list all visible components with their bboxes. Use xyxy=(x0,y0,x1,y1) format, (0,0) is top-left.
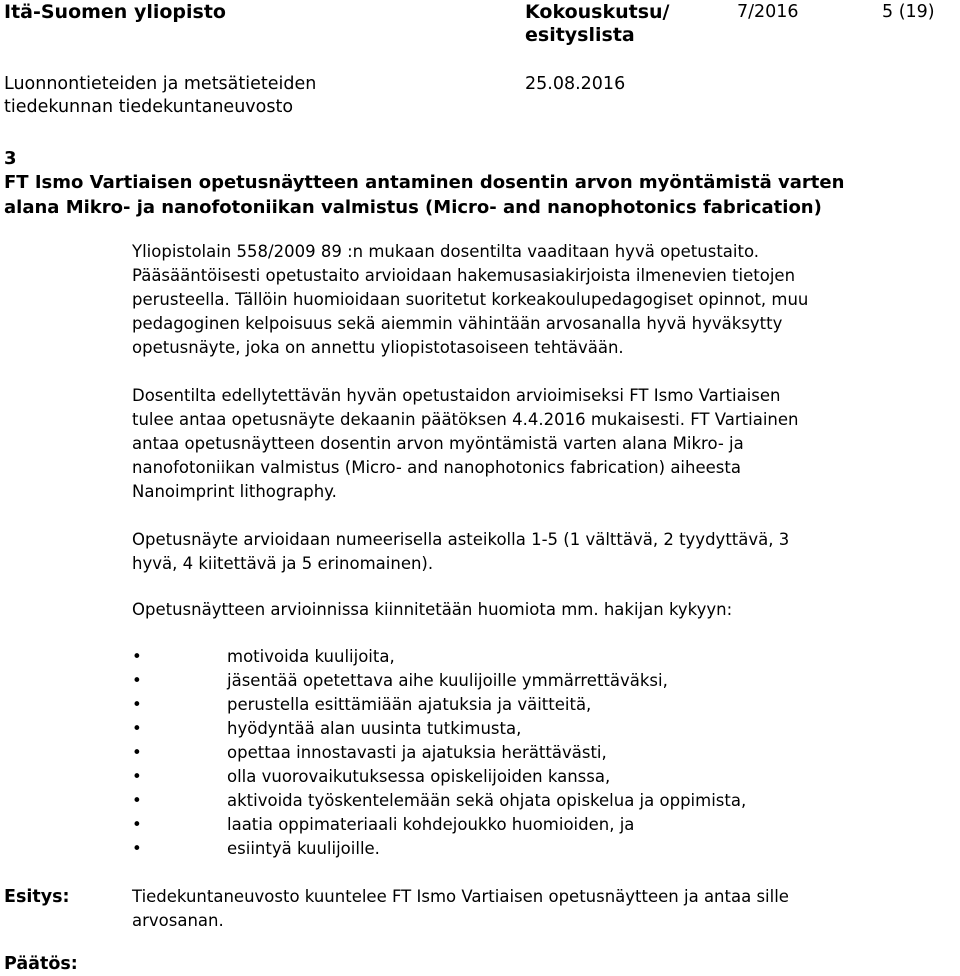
list-item-text: olla vuorovaikutuksessa opiskelijoiden kanssa, xyxy=(227,767,611,786)
paragraph-line: Dosentilta edellytettävän hyvän opetustaidon arvioimiseksi FT Ismo Vartiaisen xyxy=(132,386,781,405)
list-item-text: esiintyä kuulijoille. xyxy=(227,839,380,858)
list-item-text: laatia oppimateriaali kohdejoukko huomioiden, ja xyxy=(227,815,635,834)
proposal-text-line2: arvosanan. xyxy=(132,911,224,930)
bullet-icon: • xyxy=(132,815,142,834)
list-item-text: motivoida kuulijoita, xyxy=(227,647,395,666)
list-item-text: opettaa innostavasti ja ajatuksia herättävästi, xyxy=(227,743,607,762)
bullet-icon: • xyxy=(132,839,142,858)
paragraph-line: pedagoginen kelpoisuus sekä aiemmin vähintään arvosanalla hyvä hyväksytty xyxy=(132,314,783,333)
bullet-icon: • xyxy=(132,791,142,810)
meeting-number: 7/2016 xyxy=(737,2,799,22)
faculty-line1: Luonnontieteiden ja metsätieteiden xyxy=(4,74,317,94)
paragraph-line: perusteella. Tällöin huomioidaan suoritetut korkeakoulupedagogiset opinnot, muu xyxy=(132,290,809,309)
proposal-label: Esitys: xyxy=(4,887,70,907)
university-name: Itä-Suomen yliopisto xyxy=(4,1,226,23)
bullet-icon: • xyxy=(132,695,142,714)
faculty-line2: tiedekunnan tiedekuntaneuvosto xyxy=(4,97,294,117)
paragraph-line: Opetusnäyte arvioidaan numeerisella asteikolla 1-5 (1 välttävä, 2 tyydyttävä, 3 xyxy=(132,530,790,549)
item-number: 3 xyxy=(4,148,17,169)
page-number: 5 (19) xyxy=(882,2,935,22)
criteria-intro: Opetusnäytteen arvioinnissa kiinnitetään huomiota mm. hakijan kykyyn: xyxy=(132,600,733,619)
paragraph-line: hyvä, 4 kiitettävä ja 5 erinomainen). xyxy=(132,554,434,573)
bullet-icon: • xyxy=(132,767,142,786)
doc-type-line1: Kokouskutsu/ xyxy=(525,1,670,23)
paragraph-line: Nanoimprint lithography. xyxy=(132,482,337,501)
list-item-text: perustella esittämiään ajatuksia ja väitteitä, xyxy=(227,695,592,714)
paragraph-line: tulee antaa opetusnäyte dekaanin päätöksen 4.4.2016 mukaisesti. FT Vartiainen xyxy=(132,410,799,429)
list-item-text: hyödyntää alan uusinta tutkimusta, xyxy=(227,719,522,738)
bullet-icon: • xyxy=(132,671,142,690)
paragraph-line: opetusnäyte, joka on annettu yliopistotasoiseen tehtävään. xyxy=(132,338,624,357)
decision-label: Päätös: xyxy=(4,954,78,974)
item-title-line1: FT Ismo Vartiaisen opetusnäytteen antaminen dosentin arvon myöntämistä varten xyxy=(4,172,845,193)
paragraph-line: nanofotoniikan valmistus (Micro- and nanophotonics fabrication) aiheesta xyxy=(132,458,741,477)
doc-type-line2: esityslista xyxy=(525,24,635,46)
meeting-date: 25.08.2016 xyxy=(525,74,626,94)
item-title-line2: alana Mikro- ja nanofotoniikan valmistus (Micro- and nanophotonics fabrication) xyxy=(4,197,822,218)
proposal-text-line1: Tiedekuntaneuvosto kuuntelee FT Ismo Vartiaisen opetusnäytteen ja antaa sille xyxy=(132,887,789,906)
bullet-icon: • xyxy=(132,647,142,666)
bullet-icon: • xyxy=(132,743,142,762)
bullet-icon: • xyxy=(132,719,142,738)
paragraph-line: Pääsääntöisesti opetustaito arvioidaan hakemusasiakirjoista ilmenevien tietojen xyxy=(132,266,796,285)
paragraph-line: Yliopistolain 558/2009 89 :n mukaan dosentilta vaaditaan hyvä opetustaito. xyxy=(132,242,759,261)
list-item-text: aktivoida työskentelemään sekä ohjata opiskelua ja oppimista, xyxy=(227,791,747,810)
list-item-text: jäsentää opetettava aihe kuulijoille ymmärrettäväksi, xyxy=(227,671,668,690)
paragraph-line: antaa opetusnäytteen dosentin arvon myöntämistä varten alana Mikro- ja xyxy=(132,434,744,453)
